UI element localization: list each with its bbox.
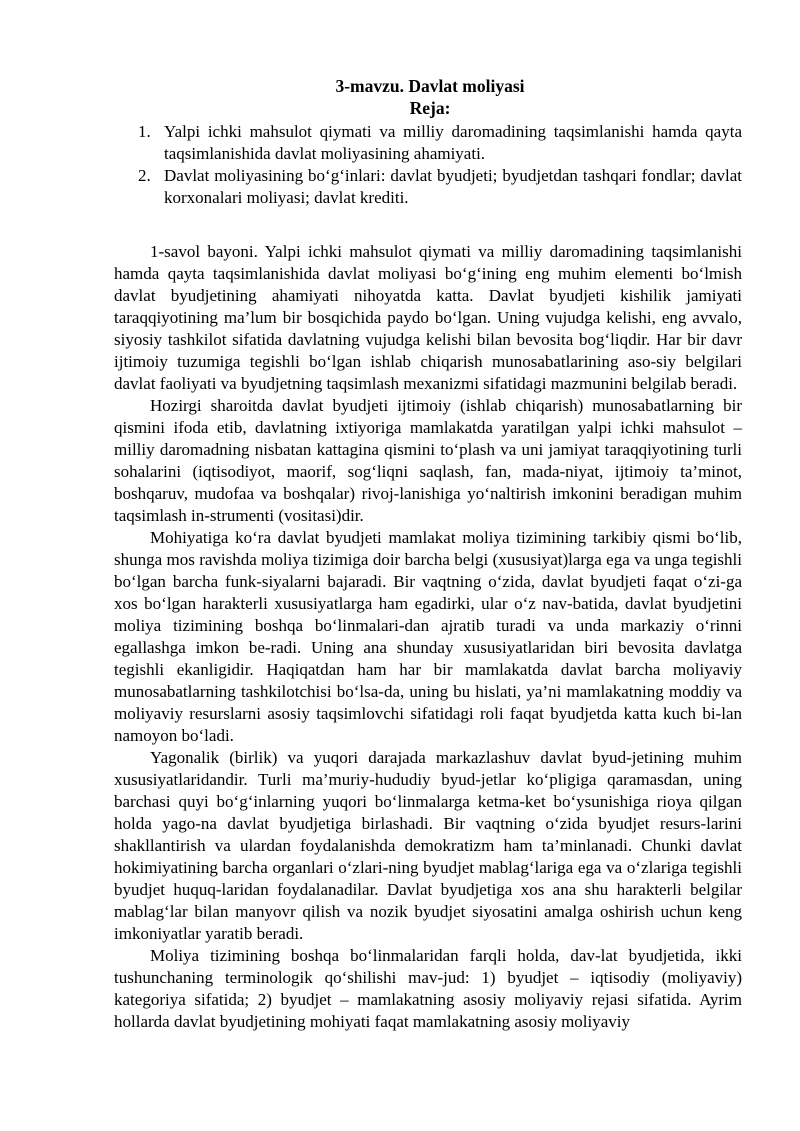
plan-list (138, 121, 742, 209)
body-paragraph: Yagonalik (birlik) va yuqori darajada markazlashuv davlat byud-jetining muhim xususiyatlaridandir. Turli ma’muriy-hududiy byud-jetlar ko‘pligiga qaramasdan, uning barchasi quyi bo‘g‘inlarning yuqori bo‘linmalarga ketma-ket bo‘ysunishiga rioya qilgan holda yago-na davlat byudjetiga birlashadi. Bir vaqtning o‘zida byudjet resurs-larini shakllantirish va ulardan foydalanishda demokratizm ham ta’minlanadi. Chunki davlat hokimiyatining barcha organlari o‘zlari-ning byudjet mablag‘lariga ega va o‘zlariga tegishli byudjet huquq-laridan foydalanadilar. Davlat byudjetiga xos ana shu harakterli belgilar mablag‘lar bilan manyovr qilish va nozik byudjet siyosatini amalga oshirish uchun keng imkoniyatlar yaratib beradi. (114, 748, 742, 943)
plan-heading: Reja: (409, 98, 451, 118)
plan-item (138, 165, 742, 209)
document-body (114, 241, 742, 1033)
body-paragraph: 1-savol bayoni. Yalpi ichki mahsulot qiymati va milliy daromadining taqsimlanishi hamda qayta taqsimlanishida davlat moliyasi bo‘g‘ining eng muhim elementi bo‘lmish davlat byudjetining ahamiyati nihoyatda katta. Davlat byudjeti kishilik jamiyati taraqqiyotining ma’lum bir bosqichida paydo bo‘lgan. Uning vujudga kelishi, eng avvalo, siyosiy tashkilot sifatida davlatning vujudga kelishi bilan bevosita bog‘liqdir. Har bir davr ijtimoiy tuzumiga tegishli bo‘lgan ishlab chiqarish munosabatlarining aso-siy belgilari davlat faoliyati va byudjetning taqsimlash mexanizmi sifatidagi mazmunini belgilab beradi. (114, 242, 742, 393)
body-paragraph: Hozirgi sharoitda davlat byudjeti ijtimoiy (ishlab chiqarish) munosabatlarning bir qismini ifoda etib, davlatning ixtiyoriga mamlakatda yaratilgan yalpi ichki mahsulot – milliy daromadning nisbatan kattagina qismini to‘plash va uni jamiyat taraqqiyotining turli sohalarini (iqtisodiyot, maorif, sog‘liqni saqlash, fan, mada-niyat, ijtimoiy ta’minot, boshqaruv, mudofaa va boshqalar) rivoj-lanishiga yo‘naltirish imkonini beradigan muhim taqsimlash in-strumenti (vositasi)dir. (114, 396, 742, 525)
plan-item-text: Davlat moliyasining bo‘g‘inlari: davlat byudjeti; byudjetdan tashqari fondlar; davlat korxonalari moliyasi; davlat krediti. (164, 166, 742, 207)
plan-item-number: 1. (138, 122, 151, 141)
plan-item-text: Yalpi ichki mahsulot qiymati va milliy daromadining taqsimlanishi hamda qayta taqsimlanishida davlat moliyasining ahamiyati. (164, 122, 742, 163)
plan-item (138, 121, 742, 165)
document-title: 3-mavzu. Davlat moliyasi (335, 76, 525, 96)
body-paragraph: Mohiyatiga ko‘ra davlat byudjeti mamlakat moliya tizimining tarkibiy qismi bo‘lib, shunga mos ravishda moliya tizimiga doir barcha belgi (xususiyat)larga ega va unga tegishli bo‘lgan barcha funk-siyalarni bajaradi. Bir vaqtning o‘zida, davlat byudjeti faqat o‘zi-ga xos bo‘lgan harakterli xususiyatlarga ham egadirki, ular o‘z nav-batida, davlat byudjetini moliya tizimining boshqa bo‘linmalari-dan ajratib turadi va unda markaziy o‘rinni egallashga imkon be-radi. Uning ana shunday xususiyatlaridan biri bevosita davlatga tegishli ekanligidir. Haqiqatdan ham har bir mamlakatda davlat barcha moliyaviy munosabatlarning tashkilotchisi bo‘lsa-da, uning bu hislati, ya’ni mamlakatning moddiy va moliyaviy resurslarni asosiy taqsimlovchi sifatidagi roli faqat byudjetda katta kuch bi-lan namoyon bo‘ladi. (114, 528, 742, 745)
body-paragraph: Moliya tizimining boshqa bo‘linmalaridan farqli holda, dav-lat byudjetida, ikki tushunchaning terminologik qo‘shilishi mav-jud: 1) byudjet – iqtisodiy (moliyaviy) kategoriya sifatida; 2) byudjet – mamlakatning asosiy moliyaviy rejasi sifatida. Ayrim hollarda davlat byudjetining mohiyati faqat mamlakatning asosiy moliyaviy (114, 946, 742, 1031)
plan-item-number: 2. (138, 166, 151, 185)
